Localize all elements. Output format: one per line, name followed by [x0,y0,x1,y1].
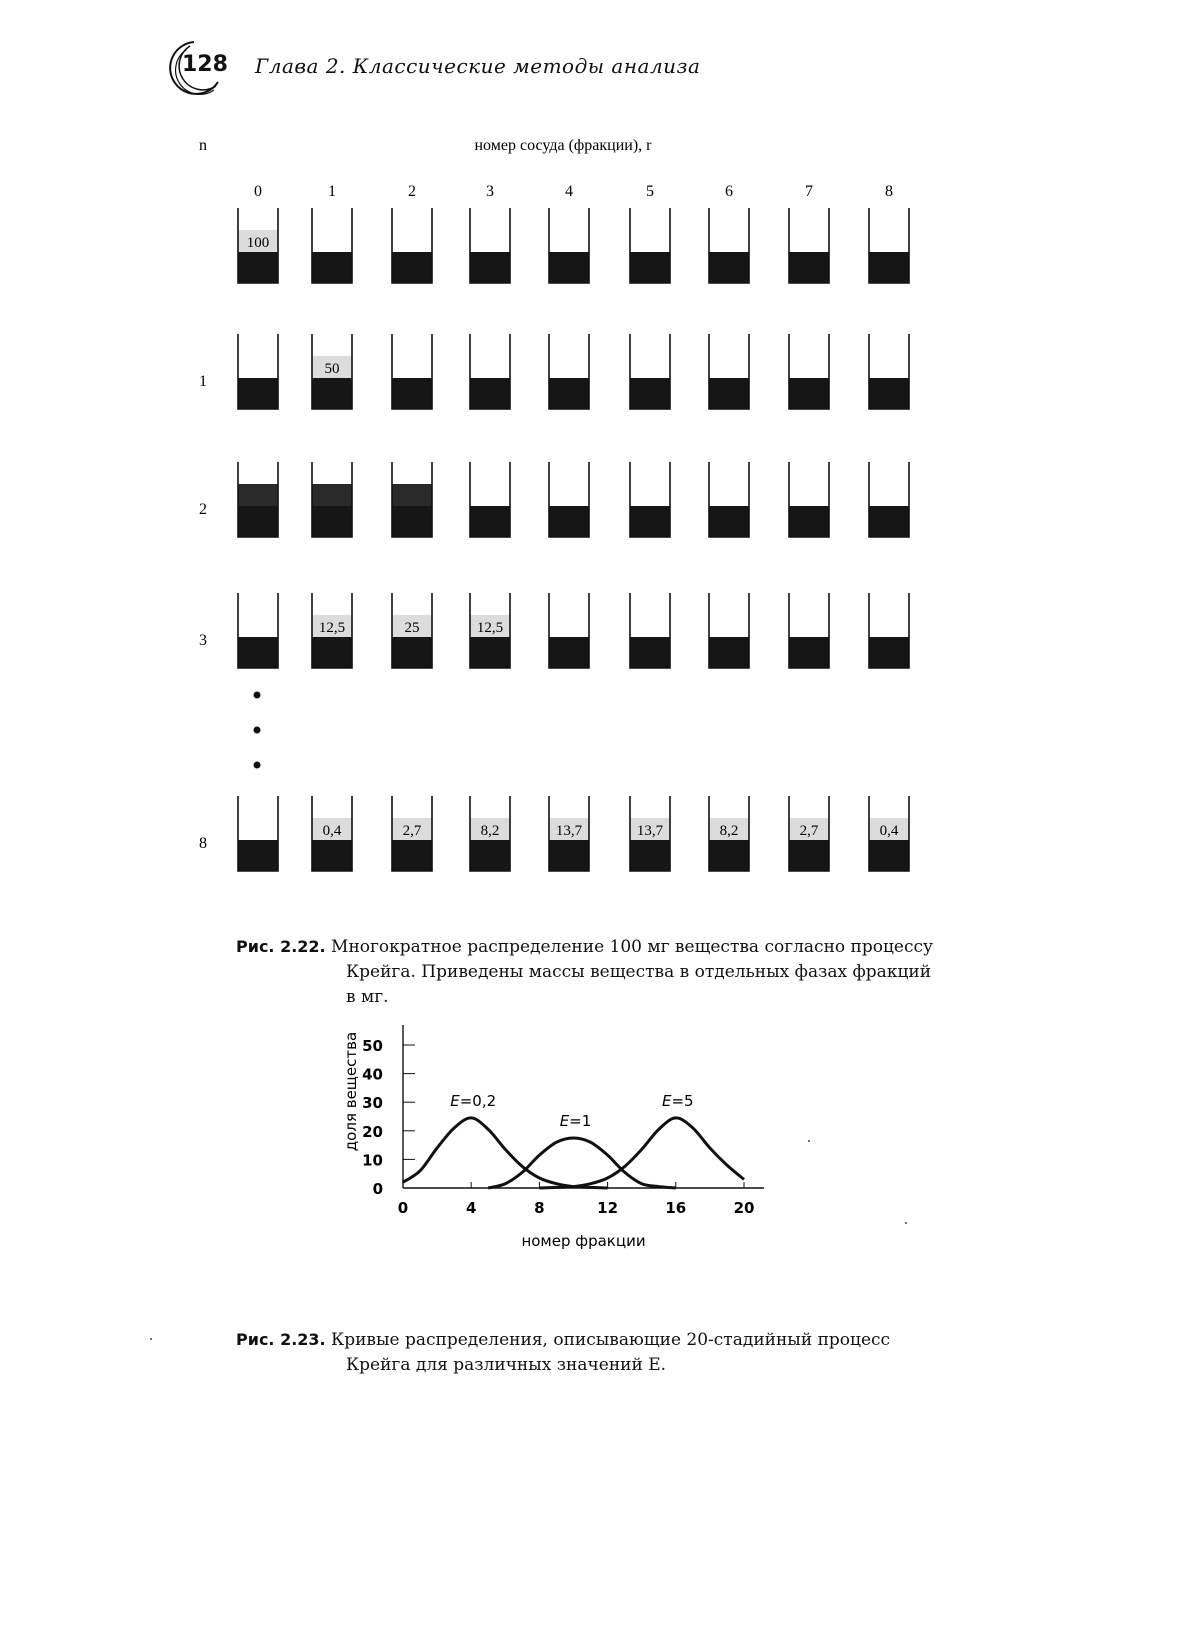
test-tube [789,796,829,871]
x-tick-label: 20 [733,1199,755,1217]
test-tube [392,796,432,871]
lower-phase [549,637,589,668]
test-tube [392,593,432,668]
y-tick-label: 20 [362,1122,383,1141]
lower-phase [392,378,432,409]
lower-phase [238,637,278,668]
lower-phase [470,506,510,537]
lower-phase [789,378,829,409]
tube-row [238,208,909,283]
tube-value: 8,2 [480,823,500,839]
test-tube [709,593,749,668]
test-tube [630,593,670,668]
lower-phase [549,252,589,283]
tube-row [199,334,909,409]
caption-label: Рис. 2.22. [236,937,326,956]
tube-row [199,462,909,537]
column-number: 3 [486,183,494,200]
y-tick-label: 40 [362,1065,383,1084]
distribution-curves-chart [340,1025,810,1315]
lower-phase [392,637,432,668]
tube-value: 2,7 [402,823,422,839]
tube-value: 12,5 [318,620,346,636]
column-numbers [254,183,893,200]
test-tube [869,462,909,537]
tube-value: 25 [404,620,420,636]
lower-phase [869,506,909,537]
test-tube [869,208,909,283]
test-tube [392,334,432,409]
lower-phase [238,378,278,409]
lower-phase [470,378,510,409]
lower-phase [869,637,909,668]
caption-line-3: в мг. [346,987,389,1007]
lower-phase [789,506,829,537]
test-tube [470,462,510,537]
lower-phase [630,252,670,283]
lower-phase [630,378,670,409]
y-tick-label: 0 [372,1180,383,1198]
tube-value: 13,7 [636,823,664,839]
x-tick-label: 8 [534,1199,545,1217]
lower-phase [470,252,510,283]
series-label: E=0,2 [450,1091,497,1110]
test-tube [549,462,589,537]
row-axis-label: n [199,137,207,154]
lower-phase [709,252,749,283]
row-number: 3 [199,632,207,649]
x-tick-label: 12 [597,1199,619,1217]
lower-phase [630,506,670,537]
x-tick-label: 4 [465,1199,477,1217]
test-tube [869,796,909,871]
craig-tubes-diagram [195,130,985,910]
upper-phase [392,484,432,506]
chart-labels [342,1032,754,1250]
x-tick-label: 16 [665,1199,687,1217]
test-tube [470,208,510,283]
test-tube [312,208,352,283]
test-tube [709,208,749,283]
test-tube [549,593,589,668]
tube-value: 12,5 [476,620,504,636]
lower-phase [549,840,589,871]
test-tube [238,208,278,283]
caption-label: Рис. 2.23. [236,1330,326,1349]
test-tube [789,593,829,668]
scan-speck [905,1222,907,1224]
test-tube [238,334,278,409]
tube-rows [199,208,909,871]
y-tick-label: 30 [362,1094,383,1113]
upper-phase [238,484,278,506]
y-tick-label: 10 [362,1151,383,1170]
test-tube [630,796,670,871]
test-tube [238,593,278,668]
lower-phase [392,840,432,871]
column-number: 2 [408,183,416,200]
x-tick-label: 0 [397,1199,409,1217]
lower-phase [709,840,749,871]
lower-phase [312,637,352,668]
lower-phase [709,637,749,668]
column-number: 5 [646,183,654,200]
tube-row [199,593,909,668]
tube-value: 50 [324,361,340,377]
scan-speck [808,1140,810,1142]
test-tube [789,208,829,283]
lower-phase [869,840,909,871]
lower-phase [549,378,589,409]
chapter-title: Глава 2. Классические методы анализа [255,54,701,78]
lower-phase [789,252,829,283]
column-number: 4 [565,183,573,200]
test-tube [869,334,909,409]
lower-phase [238,506,278,537]
test-tube [312,462,352,537]
test-tube [549,334,589,409]
lower-phase [630,637,670,668]
page-number: 128 [182,52,228,77]
test-tube [789,334,829,409]
test-tube [312,334,352,409]
lower-phase [470,840,510,871]
lower-phase [238,252,278,283]
lower-phase [312,252,352,283]
test-tube [470,796,510,871]
column-number: 7 [805,183,813,200]
test-tube [709,334,749,409]
test-tube [549,796,589,871]
test-tube [470,334,510,409]
tube-value: 13,7 [555,823,583,839]
caption-line-2: Крейга. Приведены массы вещества в отдельных фазах фракций [346,962,932,982]
series-label: E=5 [661,1091,694,1110]
test-tube [312,796,352,871]
lower-phase [789,840,829,871]
scan-speck [150,1338,152,1340]
row-number: 8 [199,835,207,852]
figure-2-23-caption [236,1327,996,1378]
lower-phase [470,637,510,668]
upper-phase [312,484,352,506]
test-tube [630,334,670,409]
figure-2-22-caption [236,934,996,1010]
tube-row [199,796,909,871]
test-tube [789,462,829,537]
test-tube [392,462,432,537]
series-label: E=1 [559,1111,592,1130]
row-number: 1 [199,373,207,390]
lower-phase [392,506,432,537]
test-tube [312,593,352,668]
test-tube [470,593,510,668]
column-axis-label: номер сосуда (фракции), r [474,137,652,154]
test-tube [869,593,909,668]
caption-line-1: Кривые распределения, описывающие 20-стадийный процесс [331,1330,891,1350]
column-number: 6 [725,183,733,200]
test-tube [392,208,432,283]
test-tube [238,462,278,537]
column-number: 8 [885,183,893,200]
lower-phase [312,378,352,409]
y-tick-label: 50 [362,1037,383,1055]
lower-phase [630,840,670,871]
lower-phase [789,637,829,668]
row-number: 2 [199,501,207,518]
lower-phase [392,252,432,283]
tube-value: 0,4 [879,823,899,839]
tube-value: 8,2 [719,823,739,839]
caption-line-1: Многократное распределение 100 мг вещества согласно процессу [331,937,934,957]
lower-phase [869,252,909,283]
lower-phase [709,506,749,537]
ellipsis-dots [254,692,261,769]
lower-phase [312,840,352,871]
tube-value: 100 [246,235,270,251]
lower-phase [238,840,278,871]
caption-line-2: Крейга для различных значений E. [346,1355,667,1375]
test-tube [238,796,278,871]
lower-phase [869,378,909,409]
tube-value: 0,4 [322,823,342,839]
test-tube [630,462,670,537]
tube-value: 2,7 [799,823,819,839]
test-tube [630,208,670,283]
test-tube [549,208,589,283]
x-axis-label: номер фракции [521,1232,646,1250]
lower-phase [549,506,589,537]
column-number: 0 [254,183,262,200]
lower-phase [709,378,749,409]
test-tube [709,462,749,537]
y-axis-label: доля вещества [342,1031,360,1152]
lower-phase [312,506,352,537]
test-tube [709,796,749,871]
column-number: 1 [328,183,336,200]
